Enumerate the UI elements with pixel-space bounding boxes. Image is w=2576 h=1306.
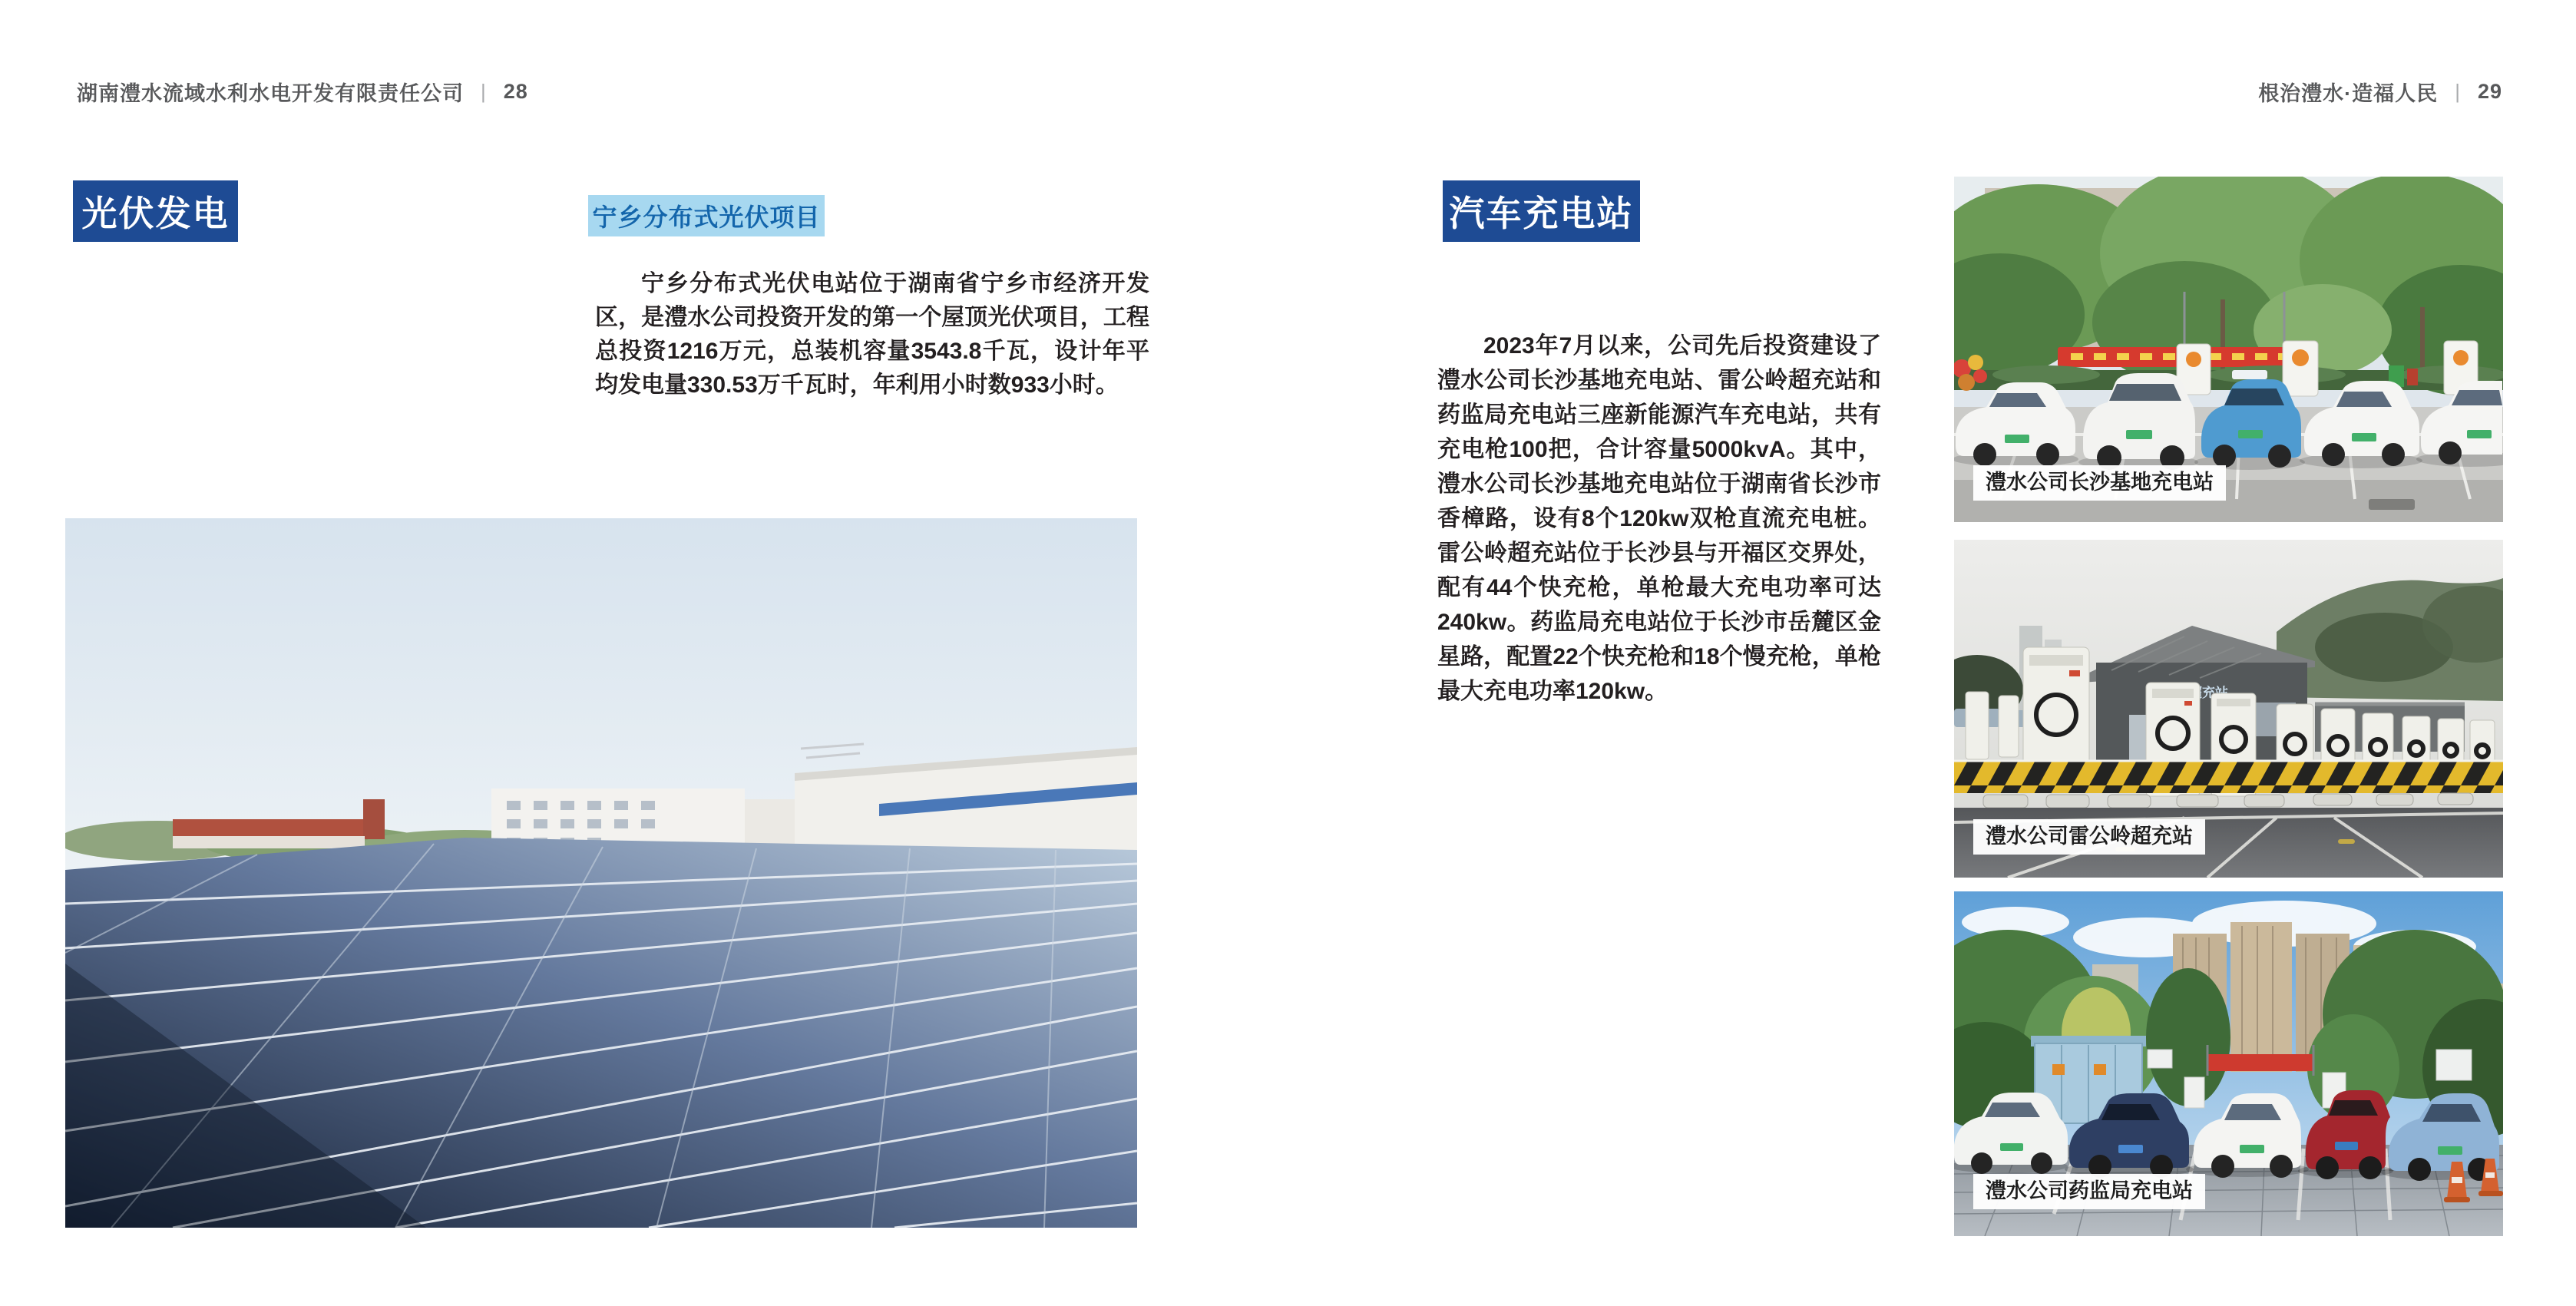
photo-leigongling-station [1954, 540, 2503, 878]
header-separator: | [481, 80, 487, 103]
photo-yaojianju-station [1954, 891, 2503, 1236]
project-title-ningxiang: 宁乡分布式光伏项目 [588, 195, 825, 236]
section-title-photovoltaic: 光伏发电 [73, 180, 238, 242]
slogan: 根治澧水·造福人民 [2258, 82, 2439, 105]
photo-rooftop-solar-plant [65, 518, 1137, 1228]
photo-caption-yaojianju: 澧水公司药监局充电站 [1973, 1174, 2205, 1209]
header-separator: | [2455, 80, 2461, 103]
solar-plant-illustration [65, 518, 1137, 1228]
section-title-charging-stations: 汽车充电站 [1443, 180, 1640, 242]
car-white-sedan-1 [1954, 382, 2078, 467]
charging-stations-paragraph: 2023年7月以来，公司先后投资建设了澧水公司长沙基地充电站、雷公岭超充站和药监局充电站三座新能源汽车充电站，共有充电枪100把，合计容量5000kvA。其中，澧水公司长沙基地充电站位于湖南省长沙市香樟路，设有8个120kw双枪直流充电桩。雷公岭超充站位于长沙县与开福区交界处，配有44个快充枪，单枪最大充电功率可达240kw。药监局充电站位于长沙市岳麓区金星路，配置22个快充枪和18个慢充枪，单枪最大充电功率120kw。 [1437, 333, 1881, 704]
photo-caption-changsha-base: 澧水公司长沙基地充电站 [1973, 465, 2226, 501]
right-page-header [2258, 77, 2502, 107]
right-page-number: 29 [2477, 80, 2502, 103]
car-white-sedan-3 [2416, 381, 2503, 467]
photovoltaic-paragraph: 宁乡分布式光伏电站位于湖南省宁乡市经济开发区，是澧水公司投资开发的第一个屋顶光伏项目，工程总投资1216万元，总装机容量3543.8千瓦，设计年平均发电量330.53万千瓦时，年利用小时数933小时。 [595, 271, 1149, 398]
left-page-number: 28 [503, 80, 528, 103]
left-page-header [77, 77, 528, 107]
photo-changsha-base-station [1954, 177, 2503, 522]
photo-caption-leigongling: 澧水公司雷公岭超充站 [1973, 819, 2205, 855]
company-name: 湖南澧水流域水利水电开发有限责任公司 [77, 82, 464, 105]
